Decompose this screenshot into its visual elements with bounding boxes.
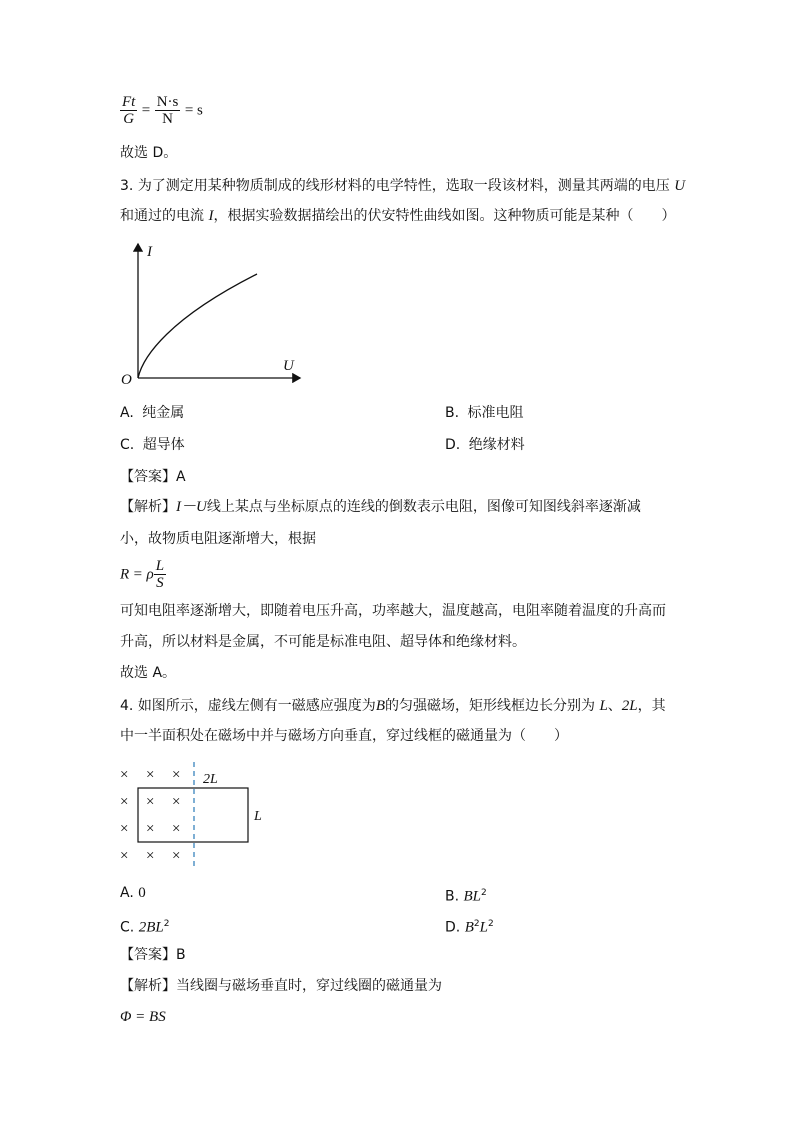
q4-var-b: B: [375, 698, 385, 714]
conclusion-previous: 故选 D。: [120, 145, 178, 161]
answer-label: 【答案】: [120, 469, 176, 485]
analysis-label: 【解析】: [120, 499, 176, 515]
q3-var-u: U: [674, 178, 686, 194]
cross-mark: ×: [146, 821, 155, 837]
field-crosses: [120, 767, 180, 864]
analysis-text: 当线圈与磁场垂直时，穿过线圈的磁通量为: [176, 978, 442, 994]
option-key: A.: [120, 885, 134, 901]
q3-option-a: [120, 403, 184, 423]
option-text: BL: [463, 888, 482, 905]
option-text: 2BL: [138, 919, 164, 936]
option-superscript: 2: [481, 888, 487, 898]
q4-sep: 、: [607, 698, 622, 714]
fraction-denominator: S: [156, 575, 164, 591]
option-key: A.: [120, 405, 134, 421]
option-key: C.: [120, 919, 135, 936]
answer-label: 【答案】: [120, 947, 176, 963]
analysis-text: 线上某点与坐标原点的连线的倒数表示电阻，图像可知图线斜率逐渐减: [206, 499, 641, 515]
option-key: D.: [445, 919, 461, 936]
option-text: L: [479, 919, 488, 936]
equals-result: = s: [184, 102, 203, 119]
cross-mark: ×: [172, 767, 181, 783]
q4-text: 如图所示，虚线左侧有一磁感应强度为: [137, 698, 376, 714]
cross-mark: ×: [120, 821, 129, 837]
option-superscript: 2: [163, 919, 170, 929]
fraction-l-s: [154, 558, 166, 591]
label-2l: 2L: [203, 772, 218, 787]
q3-text: 和通过的电流: [120, 208, 204, 224]
analysis-label: 【解析】: [120, 978, 176, 994]
q3-option-c: [120, 435, 185, 455]
q4-analysis-line1: [120, 976, 442, 996]
fraction-ft-g: [120, 94, 137, 127]
option-superscript: 2: [487, 919, 494, 929]
q4-option-d: [445, 914, 494, 938]
q3-answer: [120, 467, 186, 487]
option-text: 0: [138, 885, 146, 901]
q4-option-b: [445, 883, 487, 907]
iu-characteristic-graph: [115, 238, 305, 390]
cross-mark: ×: [120, 767, 129, 783]
q4-option-c: [120, 914, 169, 938]
fraction-denominator: G: [123, 111, 135, 127]
fraction-numerator: Ft: [122, 94, 136, 110]
rectangular-coil: [138, 788, 248, 842]
q3-conclusion: 故选 A。: [120, 665, 177, 681]
fraction-ns-n: [155, 94, 181, 127]
q3-analysis-line1: [120, 497, 641, 517]
q3-text: 为了测定用某种物质制成的线形材料的电学特性，选取一段该材料，测量其两端的电压: [137, 178, 670, 194]
formula-rho: ρ: [146, 566, 154, 583]
option-key: B.: [445, 405, 460, 421]
x-axis-label: U: [283, 358, 294, 374]
answer-value: A: [176, 469, 186, 485]
option-text: 标准电阻: [467, 405, 524, 421]
q3-line2: [120, 206, 675, 226]
option-text: 超导体: [142, 437, 185, 453]
equals-sign: =: [141, 102, 151, 119]
option-text: 纯金属: [142, 405, 185, 421]
cross-mark: ×: [172, 821, 181, 837]
option-superscript: 2: [473, 919, 480, 929]
fraction-numerator: N·s: [156, 94, 179, 110]
cross-mark: ×: [172, 848, 181, 864]
magnetic-field-figure: [115, 760, 275, 868]
cross-mark: ×: [146, 794, 155, 810]
formula-lhs: R: [120, 566, 130, 583]
q3-analysis-line2: 小，故物质电阻逐渐增大，根据: [120, 531, 316, 547]
label-l: L: [254, 809, 262, 824]
q3-number: 3.: [120, 178, 134, 194]
q4-text: ，其: [637, 698, 666, 714]
q4-var-2l: 2L: [621, 698, 638, 714]
option-text: B: [464, 919, 474, 936]
q3-var-i: I: [208, 208, 214, 224]
q4-var-l: L: [599, 698, 608, 714]
q4-line1: [120, 696, 666, 716]
option-text: 绝缘材料: [468, 437, 525, 453]
q3-analysis-line3: 可知电阻率逐渐增大，即随着电压升高，功率越大，温度越高，电阻率随着温度的升高而: [120, 603, 666, 619]
q3-analysis-line4: 升高，所以材料是金属，不可能是标准电阻、超导体和绝缘材料。: [120, 634, 526, 650]
iu-curve: [138, 274, 257, 378]
cross-mark: ×: [146, 848, 155, 864]
q3-option-d: [445, 435, 525, 455]
cross-mark: ×: [120, 848, 129, 864]
flux-formula: Φ = BS: [120, 1009, 166, 1025]
cross-mark: ×: [172, 794, 181, 810]
fraction-denominator: N: [162, 111, 173, 127]
analysis-var: I－U: [176, 499, 207, 515]
q4-answer: [120, 945, 186, 965]
option-key: D.: [445, 437, 461, 453]
cross-mark: ×: [120, 794, 129, 810]
q4-number: 4.: [120, 698, 134, 714]
formula-equals: =: [133, 566, 143, 583]
origin-label: O: [121, 372, 132, 388]
q3-line1: [120, 176, 685, 196]
fraction-numerator: L: [155, 558, 165, 574]
formula-units: [120, 94, 203, 127]
q4-line2: 中一半面积处在磁场中并与磁场方向垂直，穿过线框的磁通量为（ ）: [120, 728, 568, 744]
q3-text: ，根据实验数据描绘出的伏安特性曲线如图。这种物质可能是某种（ ）: [213, 208, 676, 224]
answer-value: B: [176, 947, 186, 963]
q4-option-a: [120, 883, 146, 903]
option-key: C.: [120, 437, 135, 453]
q4-text: 的匀强磁场，矩形线框边长分别为: [384, 698, 595, 714]
option-key: B.: [445, 888, 460, 905]
q3-option-b: [445, 403, 524, 423]
y-axis-label: I: [147, 244, 152, 260]
cross-mark: ×: [146, 767, 155, 783]
resistivity-formula: [120, 558, 166, 591]
